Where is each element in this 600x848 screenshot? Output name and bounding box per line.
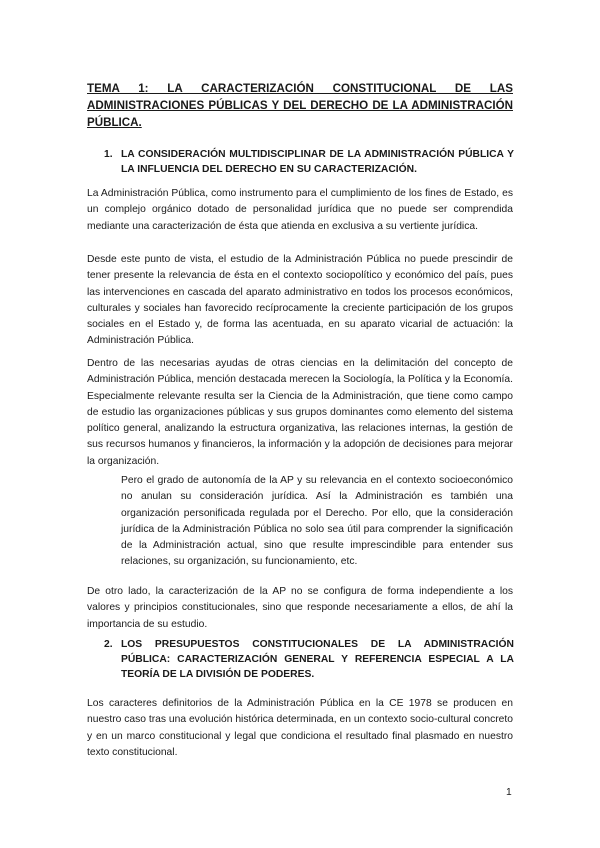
section-1-title: LA CONSIDERACIÓN MULTIDISCIPLINAR DE LA ADMINISTRACIÓN PÚBLICA Y LA INFLUENCIA DEL DERECHO EN SU CARACTERIZACIÓN. [121, 149, 514, 175]
paragraph-3: Dentro de las necesarias ayudas de otras ciencias en la delimitación del concepto de Administración Pública, mención destacada merecen la Sociología, la Política y la Economía. Especialmente relevante resulta ser la Ciencia de la Administración, que tiene como campo de estudio las organizaciones públicas y sus grupos dominantes como elemento del sistema político general, analizando la estructura organizativa, las relaciones internas, la gestión de sus recursos humanos y financieros, la información y la adopción de decisiones para mejorar la organización. [87, 358, 513, 467]
document-title: TEMA 1: LA CARACTERIZACIÓN CONSTITUCIONAL DE LAS ADMINISTRACIONES PÚBLICAS Y DEL DERECHO DE LA ADMINISTRACIÓN PÚBLICA. [87, 82, 513, 129]
paragraph-4: De otro lado, la caracterización de la AP no se configura de forma independiente a los valores y principios constitucionales, sino que responde necesariamente a ellos, de ahí la importancia de su estudio. [87, 586, 513, 630]
page-number: 1 [506, 787, 512, 798]
block-quote: Pero el grado de autonomía de la AP y su relevancia en el contexto socioeconómico no anulan su consideración jurídica. Así la Administración es también una organización personificada regulada por el Derecho. Por ello, que la consideración jurídica de la Administración Pública no solo sea útil para comprender la significación de la Administración actual, sino que resulte imprescindible para entender sus relaciones, su organización, su funcionamiento, etc. [121, 475, 513, 568]
section-2-number: 2. [104, 639, 113, 650]
section-1-heading [104, 147, 514, 177]
section-1-number: 1. [104, 149, 113, 160]
section-2-heading [104, 637, 514, 682]
paragraph-2: Desde este punto de vista, el estudio de la Administración Pública no puede prescindir de tener presente la relevancia de ésta en el contexto sociopolítico y económico del país, pues las intervenciones en cascada del aparato administrativo en todos los procesos económicos, culturales y sociales han favorecido recíprocamente la creciente participación de los grupos sociales en el Estado y, de forma las acentuada, en su aparato vicarial de actuación: la Administración Pública. [87, 254, 513, 347]
paragraph-1: La Administración Pública, como instrumento para el cumplimiento de los fines de Estado, es un complejo orgánico dotado de personalidad jurídica que no puede ser comprendida mediante una caracterización de ésta que atienda en exclusiva a su vertiente jurídica. [87, 188, 513, 232]
paragraph-5: Los caracteres definitorios de la Administración Pública en la CE 1978 se producen en nuestro caso tras una evolución histórica determinada, en un contexto socio-cultural concreto y en un marco constitucional y legal que condiciona el resultado final plasmado en nuestro texto constitucional. [87, 698, 513, 758]
section-2-title: LOS PRESUPUESTOS CONSTITUCIONALES DE LA ADMINISTRACIÓN PÚBLICA: CARACTERIZACIÓN GENERAL Y REFERENCIA ESPECIAL A LA TEORÍA DE LA DIVISIÓN DE PODERES. [121, 639, 514, 680]
